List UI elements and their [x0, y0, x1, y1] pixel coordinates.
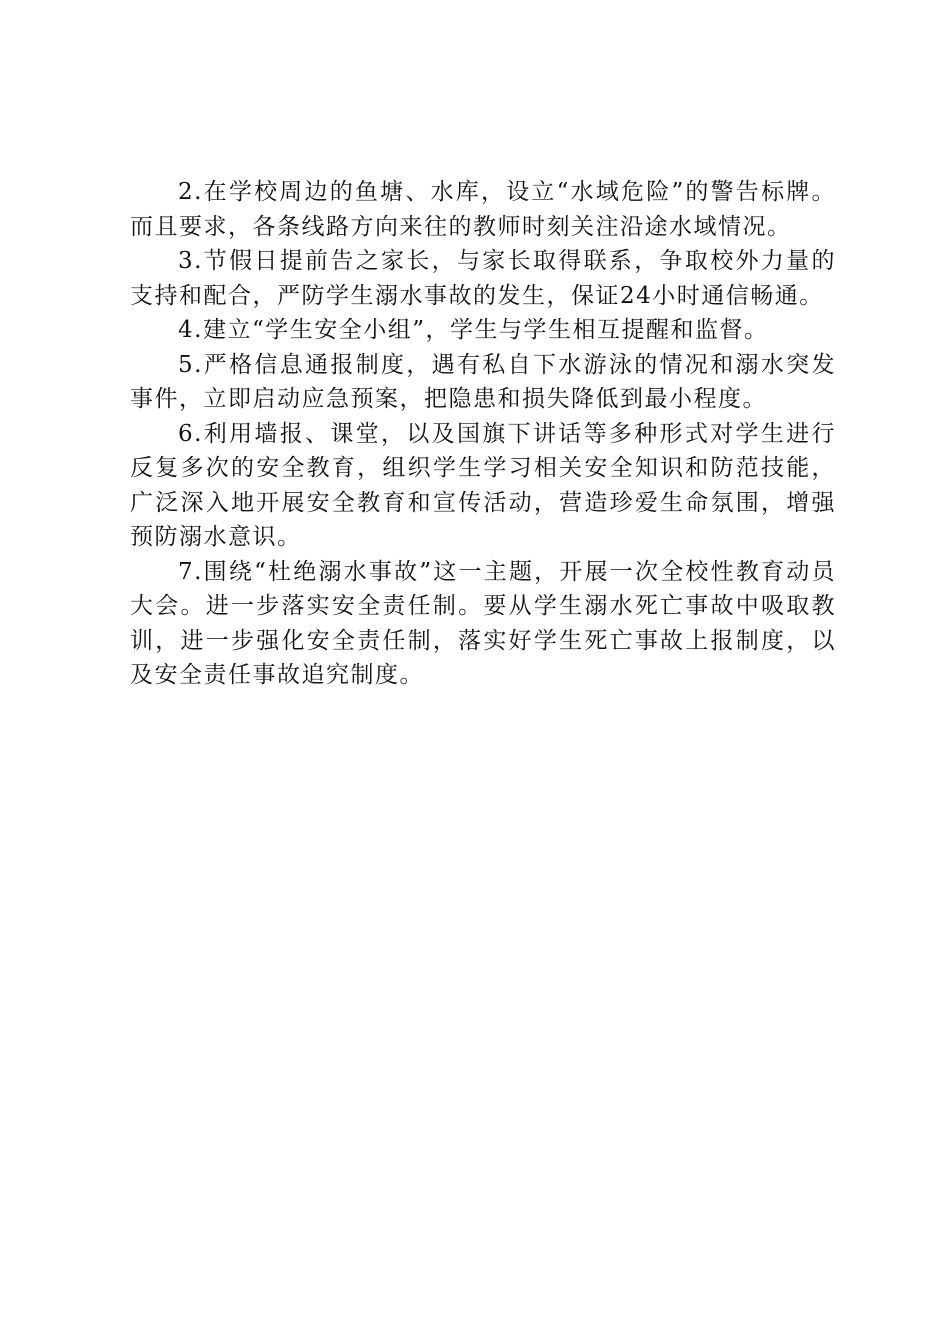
paragraph-item-5: 5.严格信息通报制度，遇有私自下水游泳的情况和溺水突发事件，立即启动应急预案，把隐患和损失降低到最小程度。 — [130, 351, 836, 412]
paragraph-item-4: 4.建立“学生安全小组”，学生与学生相互提醒和监督。 — [178, 317, 769, 343]
document-body — [130, 175, 836, 693]
paragraph-item-3: 3.节假日提前告之家长，与家长取得联系，争取校外力量的支持和配合，严防学生溺水事故的发生，保证24小时通信畅通。 — [130, 248, 836, 309]
paragraph-item-6: 6.利用墙报、课堂，以及国旗下讲话等多种形式对学生进行反复多次的安全教育，组织学生学习相关安全知识和防范技能，广泛深入地开展安全教育和宣传活动，营造珍爱生命氛围，增强预防溺水意识。 — [130, 420, 836, 550]
paragraph-item-2: 2.在学校周边的鱼塘、水库，设立“水域危险”的警告标牌。而且要求，各条线路方向来往的教师时刻关注沿途水域情况。 — [130, 179, 836, 240]
paragraph-item-7: 7.围绕“杜绝溺水事故”这一主题，开展一次全校性教育动员大会。进一步落实安全责任制。要从学生溺水死亡事故中吸取教训，进一步强化安全责任制，落实好学生死亡事故上报制度，以及安全责任事故追究制度。 — [130, 558, 836, 688]
